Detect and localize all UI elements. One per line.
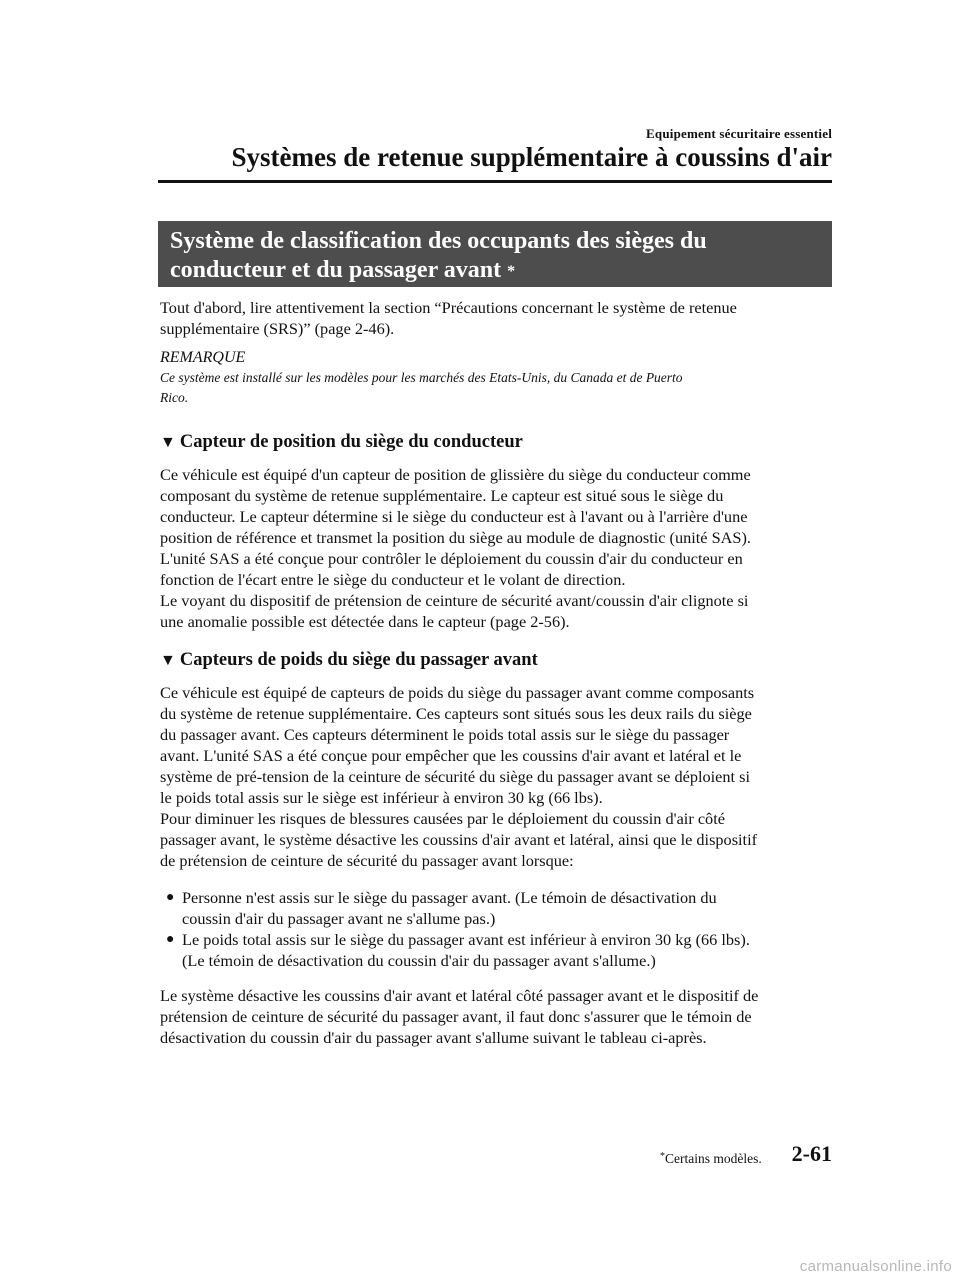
page-number: 2-61 <box>791 1141 832 1166</box>
section-title-box <box>158 221 832 287</box>
passenger-weight-paragraph: Ce véhicule est équipé de capteurs de poids du siège du passager avant comme composants du système de retenue supplémentaire. Ces capteurs sont situés sous les deux rails du siège du passager avant. Ces capteurs déterminent le poids total assis sur le siège du passager avant. L'unité SAS a été conçue pour empêcher que les coussins d'air avant et latéral et le système de pré-tension de la ceinture de sécurité du siège du passager avant se déploient si le poids total assis sur le siège est inférieur à environ 30 kg (66 lbs). Pour diminuer les risques de blessures causées par le déploiement du coussin d'air côté passager avant, le système désactive les coussins d'air avant et latéral, ainsi que le dispositif de prétension de ceinture de sécurité du passager avant lorsque: <box>160 683 758 870</box>
section-title-line2: conducteur et du passager avant * <box>170 257 516 283</box>
content-body <box>160 297 832 1048</box>
bullet-icon: ● <box>166 890 175 905</box>
triangle-down-icon: ▼ <box>160 652 176 669</box>
subsection-title-passenger-weight: ▼ Capteurs de poids du siège du passager avant <box>160 648 832 673</box>
watermark: carmanualsonline.info <box>799 1258 952 1275</box>
header-rule <box>158 180 832 183</box>
asterisk-icon: * <box>507 263 516 280</box>
subsection-title-driver-seat: ▼ Capteur de position du siège du conducteur <box>160 430 832 455</box>
list-item: ● Le poids total assis sur le siège du passager avant est inférieur à environ 30 kg (66 lbs). (Le témoin de désactivation du coussin d'air du passager avant s'allume.) <box>166 930 750 970</box>
section-title-line1: Système de classification des occupants des sièges du <box>170 228 707 254</box>
intro-paragraph: Tout d'abord, lire attentivement la section “Précautions concernant le système de retenue supplémentaire (SRS)” (page 2-46). <box>160 298 737 338</box>
asterisk-icon: * <box>660 1151 665 1162</box>
closing-paragraph: Le système désactive les coussins d'air avant et latéral côté passager avant et le dispositif de prétension de ceinture de sécurité du passager avant, il faut donc s'assurer que le témoin de désactivation du coussin d'air du passager avant s'allume suivant le tableau ci-après. <box>160 986 759 1047</box>
bullet-icon: ● <box>166 932 175 947</box>
condition-list <box>160 887 832 971</box>
note-text: Ce système est installé sur les modèles pour les marchés des Etats-Unis, du Canada et de Puerto Rico. <box>160 370 683 405</box>
list-item: ● Personne n'est assis sur le siège du passager avant. (Le témoin de désactivation du coussin d'air du passager avant ne s'allume pas.) <box>166 888 717 928</box>
footer-note: *Certains modèles. <box>660 1151 762 1166</box>
page-header-title: Systèmes de retenue supplémentaire à coussins d'air <box>231 142 832 172</box>
note-title: REMARQUE <box>160 349 246 366</box>
chapter-label: Equipement sécuritaire essentiel <box>646 126 832 141</box>
driver-seat-paragraph: Ce véhicule est équipé d'un capteur de position de glissière du siège du conducteur comme composant du système de retenue supplémentaire. Le capteur est situé sous le siège du conducteur. Le capteur détermine si le siège du conducteur est à l'avant ou à l'arrière d'une position de référence et transmet la position du siège au module de diagnostic (unité SAS). L'unité SAS a été conçue pour contrôler le déploiement du coussin d'air du conducteur en fonction de l'écart entre le siège du conducteur et le volant de direction. Le voyant du dispositif de prétension de ceinture de sécurité avant/coussin d'air clignote si une anomalie possible est détectée dans le capteur (page 2-56). <box>160 465 751 631</box>
triangle-down-icon: ▼ <box>160 434 176 451</box>
